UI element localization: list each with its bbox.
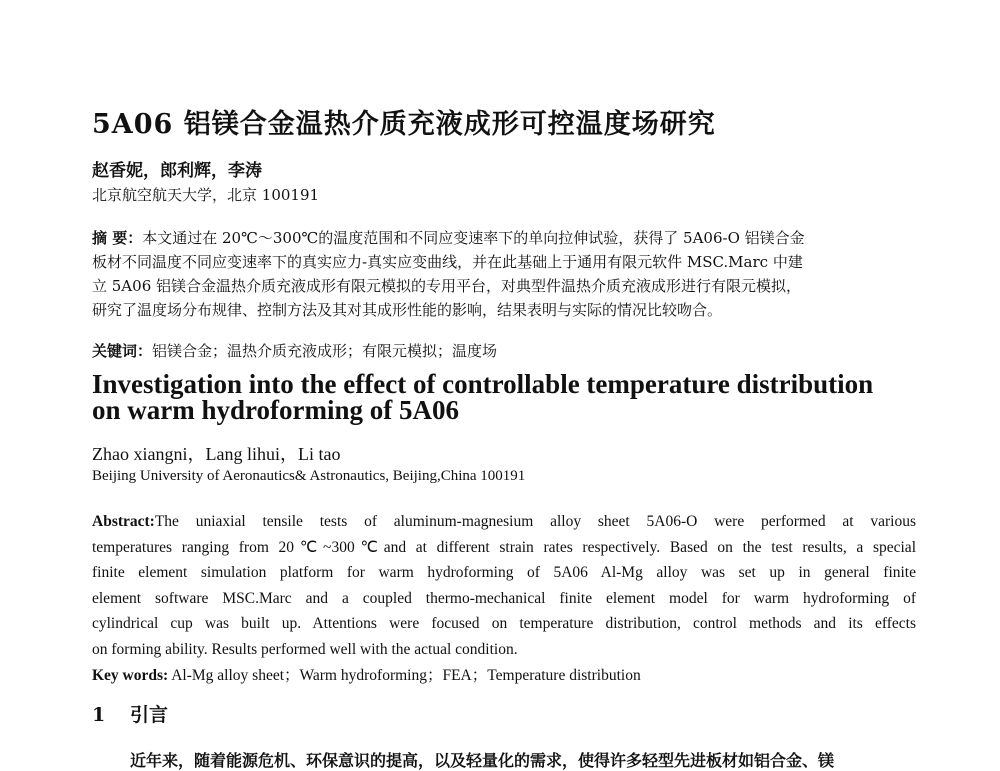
english-abstract-text: The uniaxial tensile tests of aluminum-magnesium alloy sheet 5A06-O were performed at various <box>154 513 916 530</box>
chinese-abstract-text: 本文通过在 20℃～300℃的温度范围和不同应变速率下的单向拉伸试验，获得了 5A06-O 铝镁合金 <box>142 229 805 247</box>
chinese-keywords <box>92 340 497 361</box>
english-authors: Zhao xiangni，Lang lihui，Li tao <box>92 444 341 464</box>
english-abstract-line: element software MSC.Marc and a coupled thermo-mechanical finite element model for warm hydroforming of <box>92 589 916 607</box>
english-abstract <box>92 509 916 663</box>
english-abstract-line: temperatures ranging from 20℃~300℃and at different strain rates respectively. Based on the test results, a special <box>92 538 916 556</box>
section-heading <box>92 700 168 727</box>
chinese-authors: 赵香妮，郎利辉，李涛 <box>92 161 262 181</box>
chinese-keywords-text: 铝镁合金；温热介质充液成形；有限元模拟；温度场 <box>152 342 498 360</box>
english-keywords-text: Al-Mg alloy sheet；Warm hydroforming；FEA；Temperature distribution <box>168 667 641 684</box>
english-keywords <box>92 663 641 685</box>
english-affiliation: Beijing University of Aeronautics& Astronautics, Beijing,China 100191 <box>92 468 526 484</box>
section-title: 引言 <box>130 704 169 726</box>
chinese-keywords-label: 关键词： <box>92 342 153 360</box>
english-abstract-line: finite element simulation platform for warm hydroforming of 5A06 Al-Mg alloy was set up in general finite <box>92 564 916 582</box>
chinese-title: 5A06 铝镁合金温热介质充液成形可控温度场研究 <box>92 109 716 140</box>
chinese-abstract-line: 板材不同温度不同应变速率下的真实应力-真实应变曲线，并在此基础上于通用有限元软件 MSC.Marc 中建 <box>92 253 803 271</box>
chinese-affiliation: 北京航空航天大学，北京 100191 <box>92 186 320 204</box>
english-title-line: on warm hydroforming of 5A06 <box>92 395 459 425</box>
english-keywords-label: Key words: <box>92 667 169 684</box>
english-abstract-line: cylindrical cup was built up. Attentions were focused on temperature distribution, control methods and its effects <box>92 615 916 633</box>
chinese-abstract <box>92 226 912 322</box>
chinese-abstract-label: 摘 要： <box>92 229 143 247</box>
section-number: 1 <box>92 704 106 726</box>
chinese-abstract-line: 立 5A06 铝镁合金温热介质充液成形有限元模拟的专用平台，对典型件温热介质充液成形进行有限元模拟， <box>92 277 802 295</box>
body-paragraph-first-line: 近年来，随着能源危机、环保意识的提高，以及轻量化的需求，使得许多轻型先进板材如铝合金、镁 <box>130 751 835 770</box>
english-title-line: Investigation into the effect of controllable temperature distribution <box>92 369 874 399</box>
english-title <box>92 371 922 423</box>
english-abstract-line <box>92 509 916 535</box>
chinese-abstract-line <box>92 226 912 250</box>
english-abstract-label: Abstract: <box>92 513 155 530</box>
chinese-abstract-line: 研究了温度场分布规律、控制方法及其对其成形性能的影响，结果表明与实际的情况比较吻合。 <box>92 301 723 319</box>
english-abstract-line: on forming ability. Results performed well with the actual condition. <box>92 640 518 658</box>
